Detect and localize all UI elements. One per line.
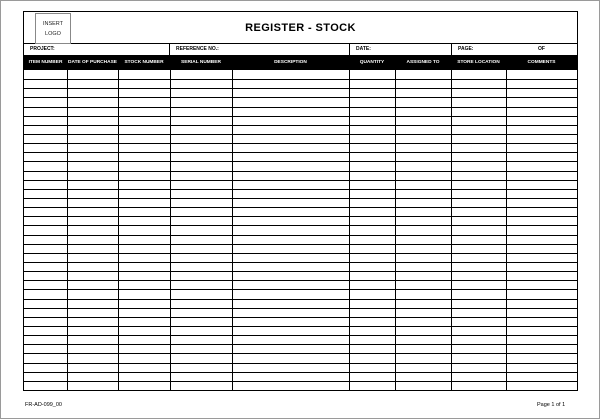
table-row-line (24, 180, 577, 181)
table-row-line (24, 353, 577, 354)
grid-column-divider (232, 70, 233, 390)
info-row (24, 44, 577, 55)
col-date-of-purchase: DATE OF PURCHASE (68, 60, 117, 66)
table-row-line (24, 335, 577, 336)
page-field[interactable] (452, 44, 577, 55)
table-row-line (24, 189, 577, 190)
form-title: REGISTER - STOCK (245, 21, 356, 34)
table-row-line (24, 363, 577, 364)
column-header-row (24, 56, 577, 70)
form-header (24, 12, 577, 44)
table-row-line (24, 280, 577, 281)
page-number: Page 1 of 1 (537, 402, 566, 408)
table-row-line (24, 344, 577, 345)
register-grid (24, 70, 577, 390)
table-row-line (24, 134, 577, 135)
table-row-line (24, 308, 577, 309)
table-row-line (24, 253, 577, 254)
table-row-line (24, 271, 577, 272)
form-code: FR-AD-099_00 (25, 402, 62, 408)
col-quantity: QUANTITY (359, 60, 385, 66)
col-item-number: ITEM NUMBER (28, 60, 63, 66)
table-row-line (24, 225, 577, 226)
grid-column-divider (67, 70, 68, 390)
col-assigned-to: ASSIGNED TO (406, 60, 440, 66)
date-field[interactable] (350, 44, 452, 55)
table-row-line (24, 244, 577, 245)
grid-column-divider (451, 70, 452, 390)
table-row-line (24, 79, 577, 80)
stock-register-form (23, 11, 578, 391)
table-row-line (24, 171, 577, 172)
table-row-line (24, 317, 577, 318)
table-row-line (24, 143, 577, 144)
reference-label: REFERENCE NO.: (176, 46, 219, 52)
col-description: DESCRIPTION (274, 60, 307, 66)
table-row-line (24, 381, 577, 382)
table-row-line (24, 216, 577, 217)
project-label: PROJECT: (30, 46, 55, 52)
col-stock-number: STOCK NUMBER (124, 60, 164, 66)
grid-column-divider (506, 70, 507, 390)
table-row-line (24, 152, 577, 153)
table-row-line (24, 125, 577, 126)
table-row-line (24, 116, 577, 117)
table-row-line (24, 372, 577, 373)
grid-column-divider (349, 70, 350, 390)
table-row-line (24, 289, 577, 290)
reference-field[interactable] (170, 44, 350, 55)
project-field[interactable] (24, 44, 170, 55)
table-row-line (24, 235, 577, 236)
page-label: PAGE: (458, 46, 474, 52)
logo-line-2: LOGO (45, 30, 61, 37)
col-store-location: STORE LOCATION (457, 60, 500, 66)
of-label: OF (538, 46, 545, 52)
table-row-line (24, 88, 577, 89)
grid-column-divider (395, 70, 396, 390)
grid-column-divider (118, 70, 119, 390)
col-serial-number: SERIAL NUMBER (181, 60, 221, 66)
table-row-line (24, 326, 577, 327)
logo-line-1: INSERT (42, 20, 64, 27)
date-label: DATE: (356, 46, 371, 52)
grid-column-divider (170, 70, 171, 390)
table-row-line (24, 97, 577, 98)
table-row-line (24, 262, 577, 263)
table-row-line (24, 198, 577, 199)
table-row-line (24, 207, 577, 208)
table-row-line (24, 107, 577, 108)
table-row-line (24, 161, 577, 162)
table-row-line (24, 299, 577, 300)
logo-placeholder (35, 13, 71, 44)
col-comments: COMMENTS (527, 60, 556, 66)
